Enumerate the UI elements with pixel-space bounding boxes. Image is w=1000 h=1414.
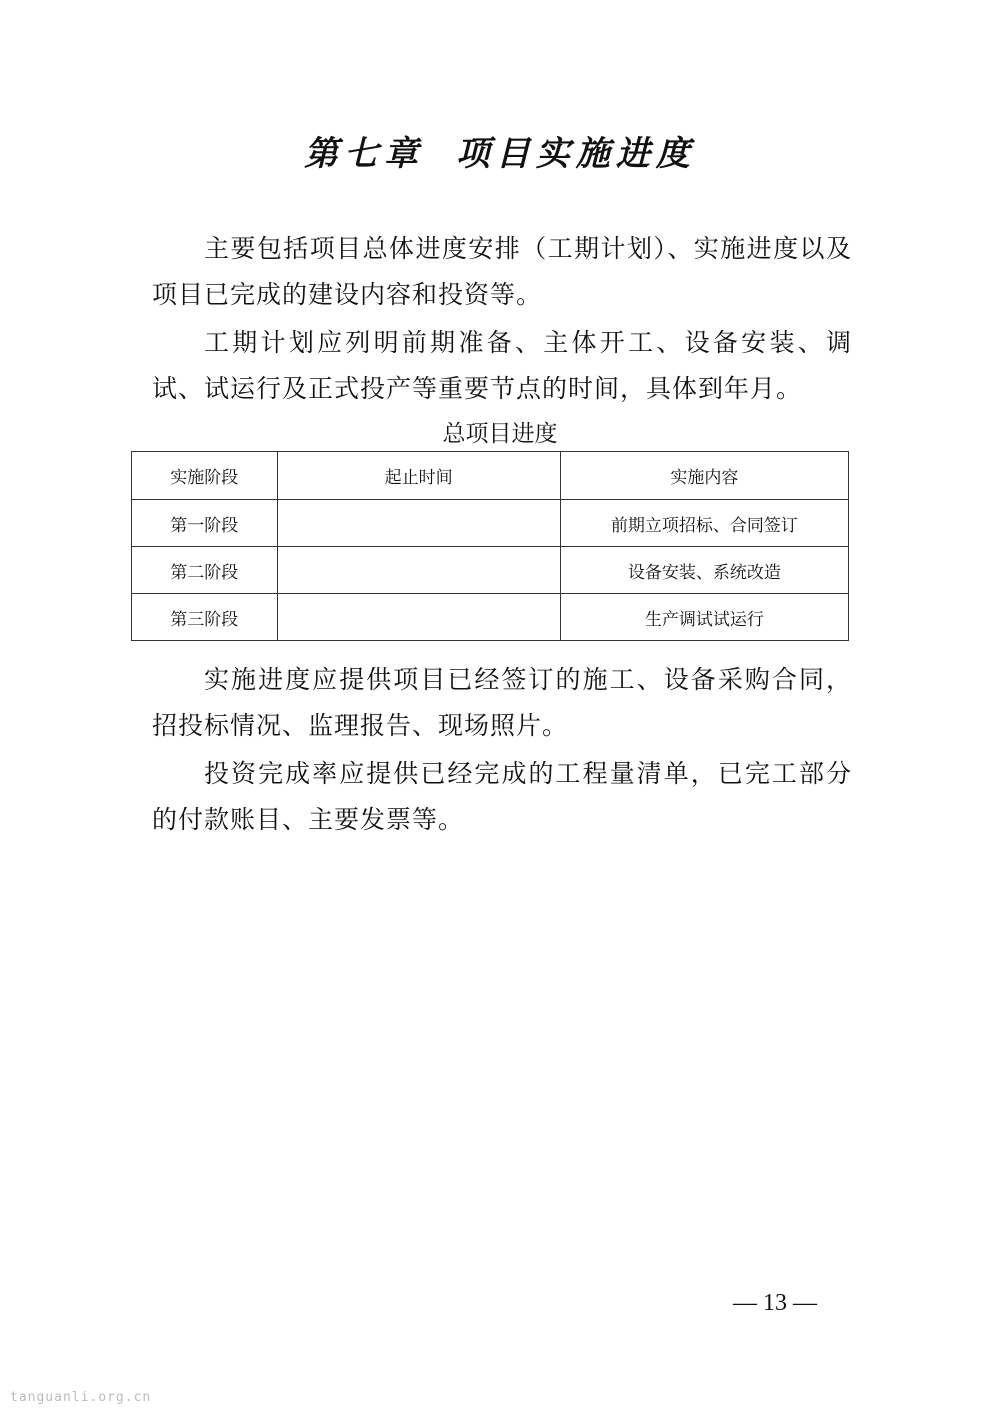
chapter-title: 第七章 项目实施进度 xyxy=(304,134,696,174)
cell-period xyxy=(277,547,560,594)
table-row xyxy=(132,500,849,547)
table-row xyxy=(132,594,849,641)
cell-content: 设备安装、系统改造 xyxy=(560,547,848,594)
header-period: 起止时间 xyxy=(277,452,560,500)
paragraph-investment: 投资完成率应提供已经完成的工程量清单，已完工部分的付款账目、主要发票等。 xyxy=(152,759,852,834)
watermark: tanguanli.org.cn xyxy=(10,1390,152,1405)
progress-table xyxy=(131,451,849,641)
paragraph-overview: 主要包括项目总体进度安排（工期计划）、实施进度以及项目已完成的建设内容和投资等。 xyxy=(152,234,852,309)
cell-phase: 第二阶段 xyxy=(132,547,278,594)
cell-period xyxy=(277,500,560,547)
table-caption: 总项目进度 xyxy=(442,421,558,447)
table-row xyxy=(132,547,849,594)
paragraph-schedule-plan: 工期计划应列明前期准备、主体开工、设备安装、调试、试运行及正式投产等重要节点的时间，具体到年月。 xyxy=(152,328,852,403)
table-header-row xyxy=(132,452,849,500)
cell-content: 生产调试试运行 xyxy=(560,594,848,641)
header-content: 实施内容 xyxy=(560,452,848,500)
cell-content: 前期立项招标、合同签订 xyxy=(560,500,848,547)
paragraph-implementation: 实施进度应提供项目已经签订的施工、设备采购合同，招投标情况、监理报告、现场照片。 xyxy=(152,665,852,740)
header-phase: 实施阶段 xyxy=(132,452,278,500)
cell-period xyxy=(277,594,560,641)
cell-phase: 第一阶段 xyxy=(132,500,278,547)
cell-phase: 第三阶段 xyxy=(132,594,278,641)
page-number: — 13 — xyxy=(733,1290,817,1316)
